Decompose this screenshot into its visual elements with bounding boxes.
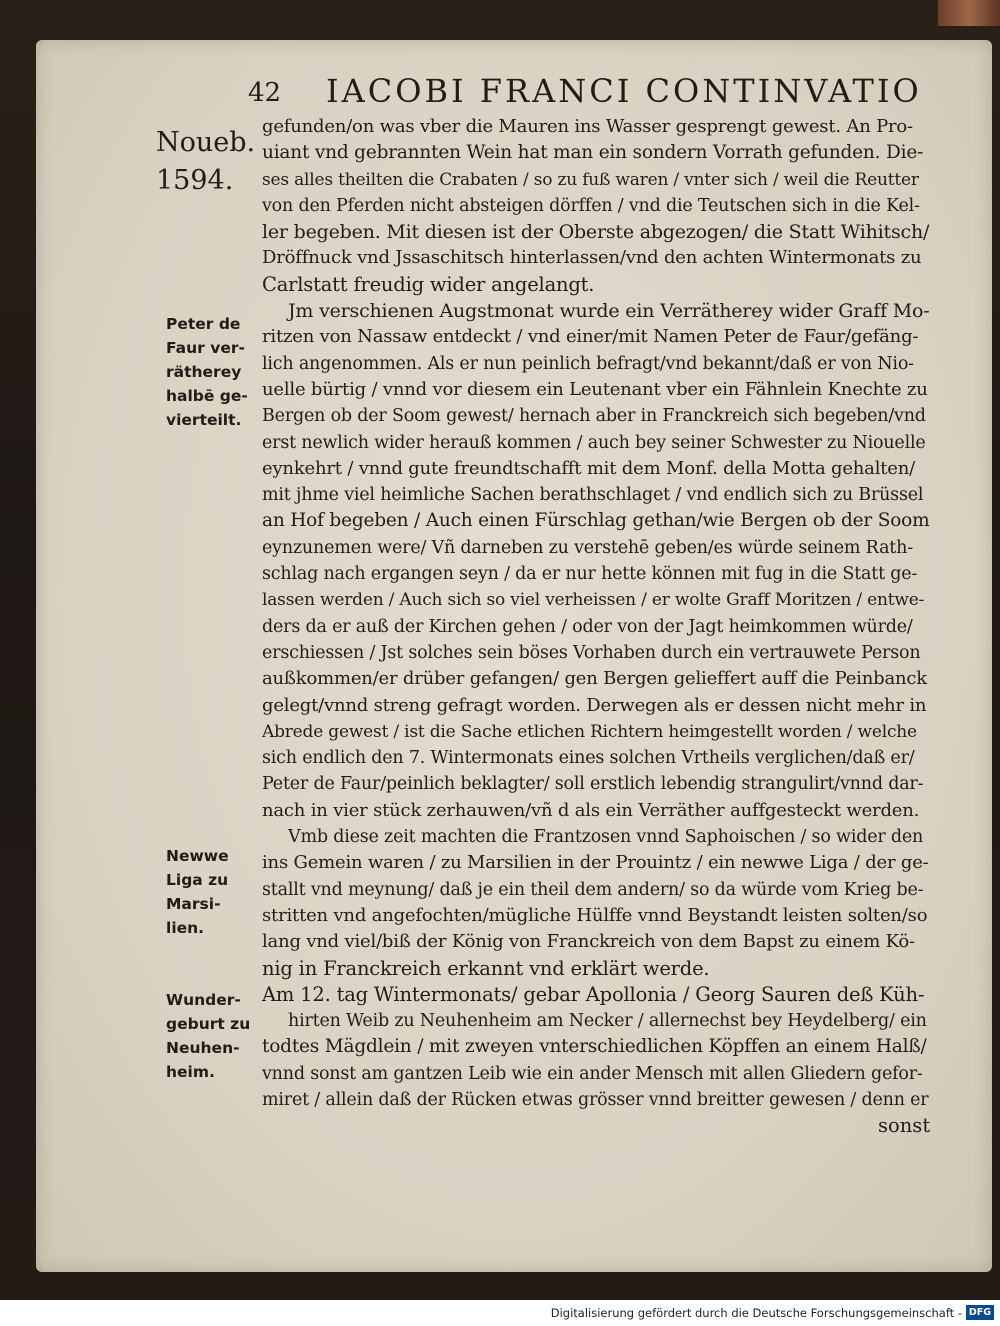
book-edge <box>938 0 1000 26</box>
body-line: lich angenommen. Als er nun peinlich befragt/vnd bekannt/daß er von Nio- <box>262 353 914 374</box>
body-line: nig in Franckreich erkannt vnd erklärt werde. <box>262 956 710 980</box>
body-line: ler begeben. Mit diesen ist der Oberste abgezogen/ die Statt Wihitsch/ <box>262 221 930 244</box>
body-text <box>262 114 930 1113</box>
body-line: Carlstatt freudig wider angelangt. <box>262 272 595 296</box>
margin-note-liga-marsilien <box>166 844 258 940</box>
body-line: lang vnd viel/biß der König von Franckreich von dem Bapst zu einem Kö- <box>262 931 915 953</box>
body-line: uiant vnd gebrannten Wein hat man ein sondern Vorrath gefunden. Die- <box>262 142 924 164</box>
body-line: todtes Mägdlein / mit zweyen vnterschiedlichen Köpffen an einem Halß/ <box>262 1036 927 1058</box>
margin-note-line: heim. <box>166 1063 215 1081</box>
body-line: sich endlich den 7. Wintermonats eines solchen Vrtheils verglichen/daß er/ <box>262 748 915 769</box>
margin-note-line: rätherey <box>166 363 242 381</box>
body-line: erschiessen / Jst solches sein böses Vorhaben durch ein vertrauwete Person <box>262 642 921 663</box>
margin-note-line: Faur ver- <box>166 339 245 357</box>
body-line: Bergen ob der Soom gewest/ hernach aber in Franckreich sich begeben/vnd <box>262 406 926 427</box>
margin-date-month: Noueb. <box>156 127 256 158</box>
body-line: uelle bürtig / vnnd vor diesem ein Leutenant vber ein Fähnlein Knechte zu <box>262 378 928 400</box>
body-line: hirten Weib zu Neuhenheim am Necker / allernechst bey Heydelberg/ ein <box>288 1011 927 1032</box>
margin-note-line: Peter de <box>166 315 241 333</box>
body-line: lassen werden / Auch sich so viel verheissen / er wolte Graff Moritzen / entwe- <box>262 590 925 611</box>
body-line: Jm verschienen Augstmonat wurde ein Verrätherey wider Graff Mo- <box>288 300 930 323</box>
body-line: gelegt/vnnd streng gefragt worden. Derwegen als er dessen nicht mehr in <box>262 694 927 716</box>
margin-note-line: Newwe <box>166 847 229 865</box>
margin-note-line: geburt zu <box>166 1015 251 1033</box>
margin-note-line: Liga zu <box>166 871 229 889</box>
body-line: an Hof begeben / Auch einen Fürschlag gethan/wie Bergen ob der Soom <box>262 510 930 532</box>
catchword: sonst <box>878 1114 931 1137</box>
body-line: ins Gemein waren / zu Marsilien in der Prouintz / ein newwe Liga / der ge- <box>262 852 929 874</box>
body-line: Abrede gewest / ist die Sache etlichen Richtern heimgestellt worden / welche <box>262 721 917 742</box>
body-line: ders da er auß der Kirchen gehen / oder von der Jagt heimkommen würde/ <box>262 616 913 637</box>
body-line: Am 12. tag Wintermonats/ gebar Apollonia / Georg Sauren deß Küh- <box>262 982 925 1006</box>
page-number: 42 <box>248 78 282 108</box>
margin-date <box>156 124 256 200</box>
margin-date-year: 1594. <box>156 165 234 196</box>
dfg-logo-icon: DFG <box>966 1305 994 1320</box>
funding-credit: Digitalisierung gefördert durch die Deutsche Forschungsgemeinschaft - <box>550 1306 962 1320</box>
body-line: eynkehrt / vnnd gute freundtschafft mit dem Monf. della Motta gehalten/ <box>262 457 916 479</box>
margin-note-line: vierteilt. <box>166 411 242 429</box>
body-line: stritten vnd angefochten/mügliche Hülffe vnnd Beystandt leisten solten/so <box>262 904 928 926</box>
body-line: vnnd sonst am gantzen Leib wie ein ander Mensch mit allen Gliedern gefor- <box>262 1063 923 1084</box>
margin-note-wundergeburt <box>166 988 258 1084</box>
body-line: Dröffnuck vnd Jssaschitsch hinterlassen/vnd den achten Wintermonats zu <box>262 247 922 269</box>
body-line: stallt vnd meynung/ daß je ein theil dem andern/ so da würde vom Krieg be- <box>262 879 924 900</box>
body-line: miret / allein daß der Rücken etwas grösser vnnd breitter gewesen / denn er <box>262 1089 929 1110</box>
margin-note-line: halbē ge- <box>166 387 248 405</box>
running-title: IACOBI FRANCI CONTINVATIO <box>326 72 922 110</box>
margin-note-line: lien. <box>166 919 205 937</box>
margin-note-peter-de-faur <box>166 312 258 432</box>
margin-note-line: Neuhen- <box>166 1039 240 1057</box>
body-line: gefunden/on was vber die Mauren ins Wasser gesprengt gewest. An Pro- <box>262 116 913 137</box>
body-line: Vmb diese zeit machten die Frantzosen vnnd Saphoischen / so wider den <box>288 827 924 848</box>
body-line: eynzunemen were/ Vñ darneben zu verstehē geben/es würde seinem Rath- <box>262 537 913 558</box>
body-line: ses alles theilten die Crabaten / so zu fuß waren / vnter sich / weil die Reutter <box>262 169 919 190</box>
body-line: nach in vier stück zerhauwen/vñ d als ein Verräther auffgesteckt werden. <box>262 799 920 821</box>
body-line: mit jhme viel heimliche Sachen berathschlaget / vnd endlich sich zu Brüssel <box>262 485 924 506</box>
body-line: erst newlich wider herauß kommen / auch bey seiner Schwester zu Niouelle <box>262 432 926 453</box>
body-line: außkommen/er drüber gefangen/ gen Bergen gelieffert auff die Peinbanck <box>262 668 927 690</box>
body-line: von den Pferden nicht absteigen dörffen / vnd die Teutschen sich in die Kel- <box>262 195 920 216</box>
margin-note-line: Wunder- <box>166 991 241 1009</box>
margin-note-line: Marsi- <box>166 895 221 913</box>
body-line: ritzen von Nassaw entdeckt / vnd einer/mit Namen Peter de Faur/gefäng- <box>262 326 919 348</box>
page-header <box>248 72 922 118</box>
body-line: schlag nach ergangen seyn / da er nur hette können mit fug in die Statt ge- <box>262 564 918 585</box>
digitization-footer <box>0 1300 1000 1326</box>
body-line: Peter de Faur/peinlich beklagter/ soll erstlich lebendig strangulirt/vnnd dar- <box>262 774 924 795</box>
